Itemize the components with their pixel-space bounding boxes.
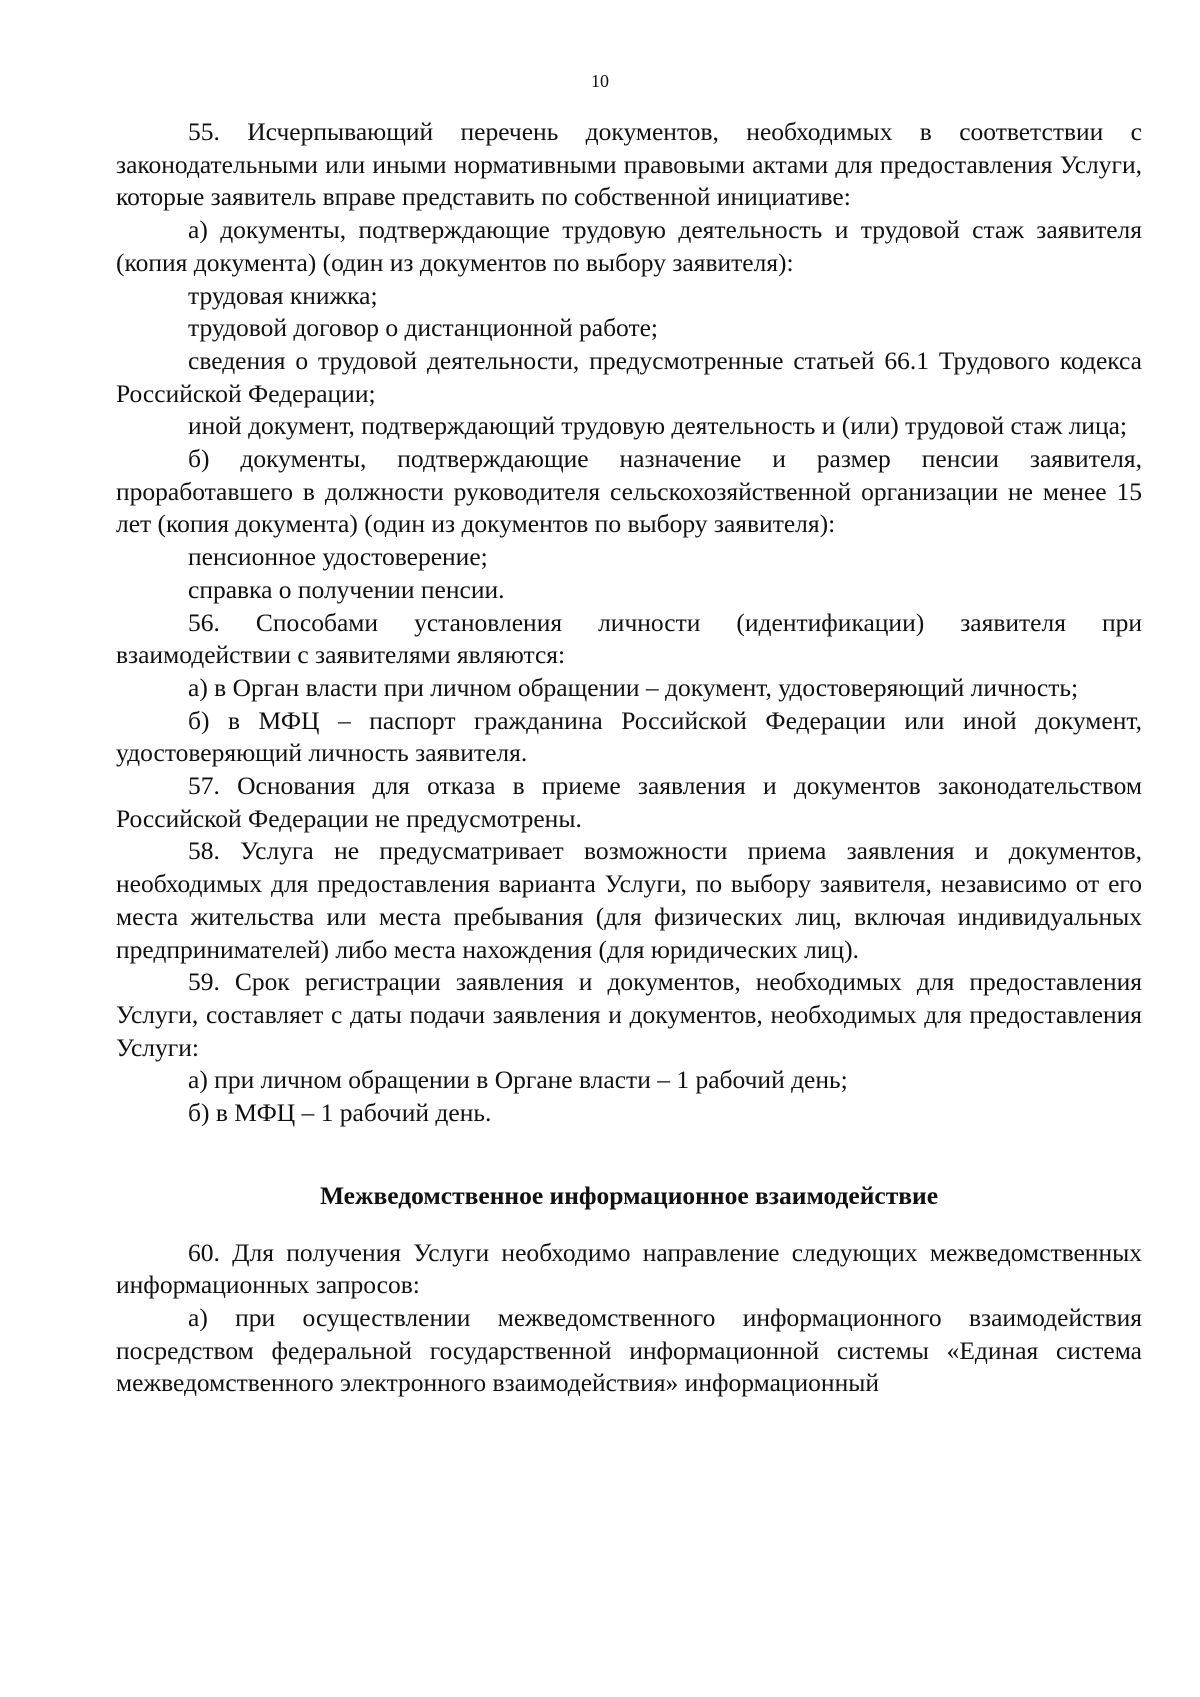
paragraph-55-b: б) документы, подтверждающие назначение и размер пенсии заявителя, проработавшего в должности руководителя сельскохозяйственной организации не менее 15 лет (копия документа) (один из документов по выбору заявителя): xyxy=(116,444,1142,539)
section-heading: Межведомственное информационное взаимодействие xyxy=(319,1180,939,1210)
paragraph-55-a: а) документы, подтверждающие трудовую деятельность и трудовой стаж заявителя (копия документа) (один из документов по выбору заявителя): xyxy=(116,215,1142,277)
paragraph-58: 58. Услуга не предусматривает возможности приема заявления и документов, необходимых для предоставления варианта Услуги, по выбору заявителя, независимо от его места жительства или места пребывания (для физических лиц, включая индивидуальных предпринимателей) либо места нахождения (для юридических лиц). xyxy=(116,836,1142,964)
paragraph-59: 59. Срок регистрации заявления и документов, необходимых для предоставления Услуги, составляет с даты подачи заявления и документов, необходимых для предоставления Услуги: xyxy=(116,967,1142,1062)
list-item: пенсионное удостоверение; xyxy=(188,542,488,572)
paragraph-60: 60. Для получения Услуги необходимо направление следующих межведомственных информационных запросов: xyxy=(116,1237,1142,1300)
list-item: иной документ, подтверждающий трудовую деятельность и (или) трудовой стаж лица; xyxy=(188,411,1128,441)
list-item: сведения о трудовой деятельности, предусмотренные статьей 66.1 Трудового кодекса Российской Федерации; xyxy=(116,345,1142,408)
list-item: справка о получении пенсии. xyxy=(188,574,505,604)
list-item: трудовая книжка; xyxy=(188,280,378,310)
paragraph-60-a: а) при осуществлении межведомственного информационного взаимодействия посредством федеральной государственной информационной системы «Единая система межведомственного электронного взаимодействия» информационный xyxy=(116,1302,1142,1398)
paragraph-57: 57. Основания для отказа в приеме заявления и документов законодательством Российской Федерации не предусмотрены. xyxy=(116,771,1142,833)
paragraph-56: 56. Способами установления личности (идентификации) заявителя при взаимодействии с заявителями являются: xyxy=(116,607,1142,670)
page-number: 10 xyxy=(591,71,609,91)
paragraph-56-a: а) в Орган власти при личном обращении – документ, удостоверяющий личность; xyxy=(188,672,1079,702)
paragraph-55: 55. Исчерпывающий перечень документов, необходимых в соответствии с законодательными или иными нормативными правовыми актами для предоставления Услуги, которые заявитель вправе представить по собственной инициативе: xyxy=(116,117,1142,212)
list-item: трудовой договор о дистанционной работе; xyxy=(188,313,659,343)
paragraph-59-b: б) в МФЦ – 1 рабочий день. xyxy=(188,1098,492,1128)
paragraph-56-b: б) в МФЦ – паспорт гражданина Российской Федерации или иной документ, удостоверяющий личность заявителя. xyxy=(116,705,1142,768)
paragraph-59-a: а) при личном обращении в Органе власти – 1 рабочий день; xyxy=(188,1065,848,1095)
document-body xyxy=(116,116,1142,1400)
